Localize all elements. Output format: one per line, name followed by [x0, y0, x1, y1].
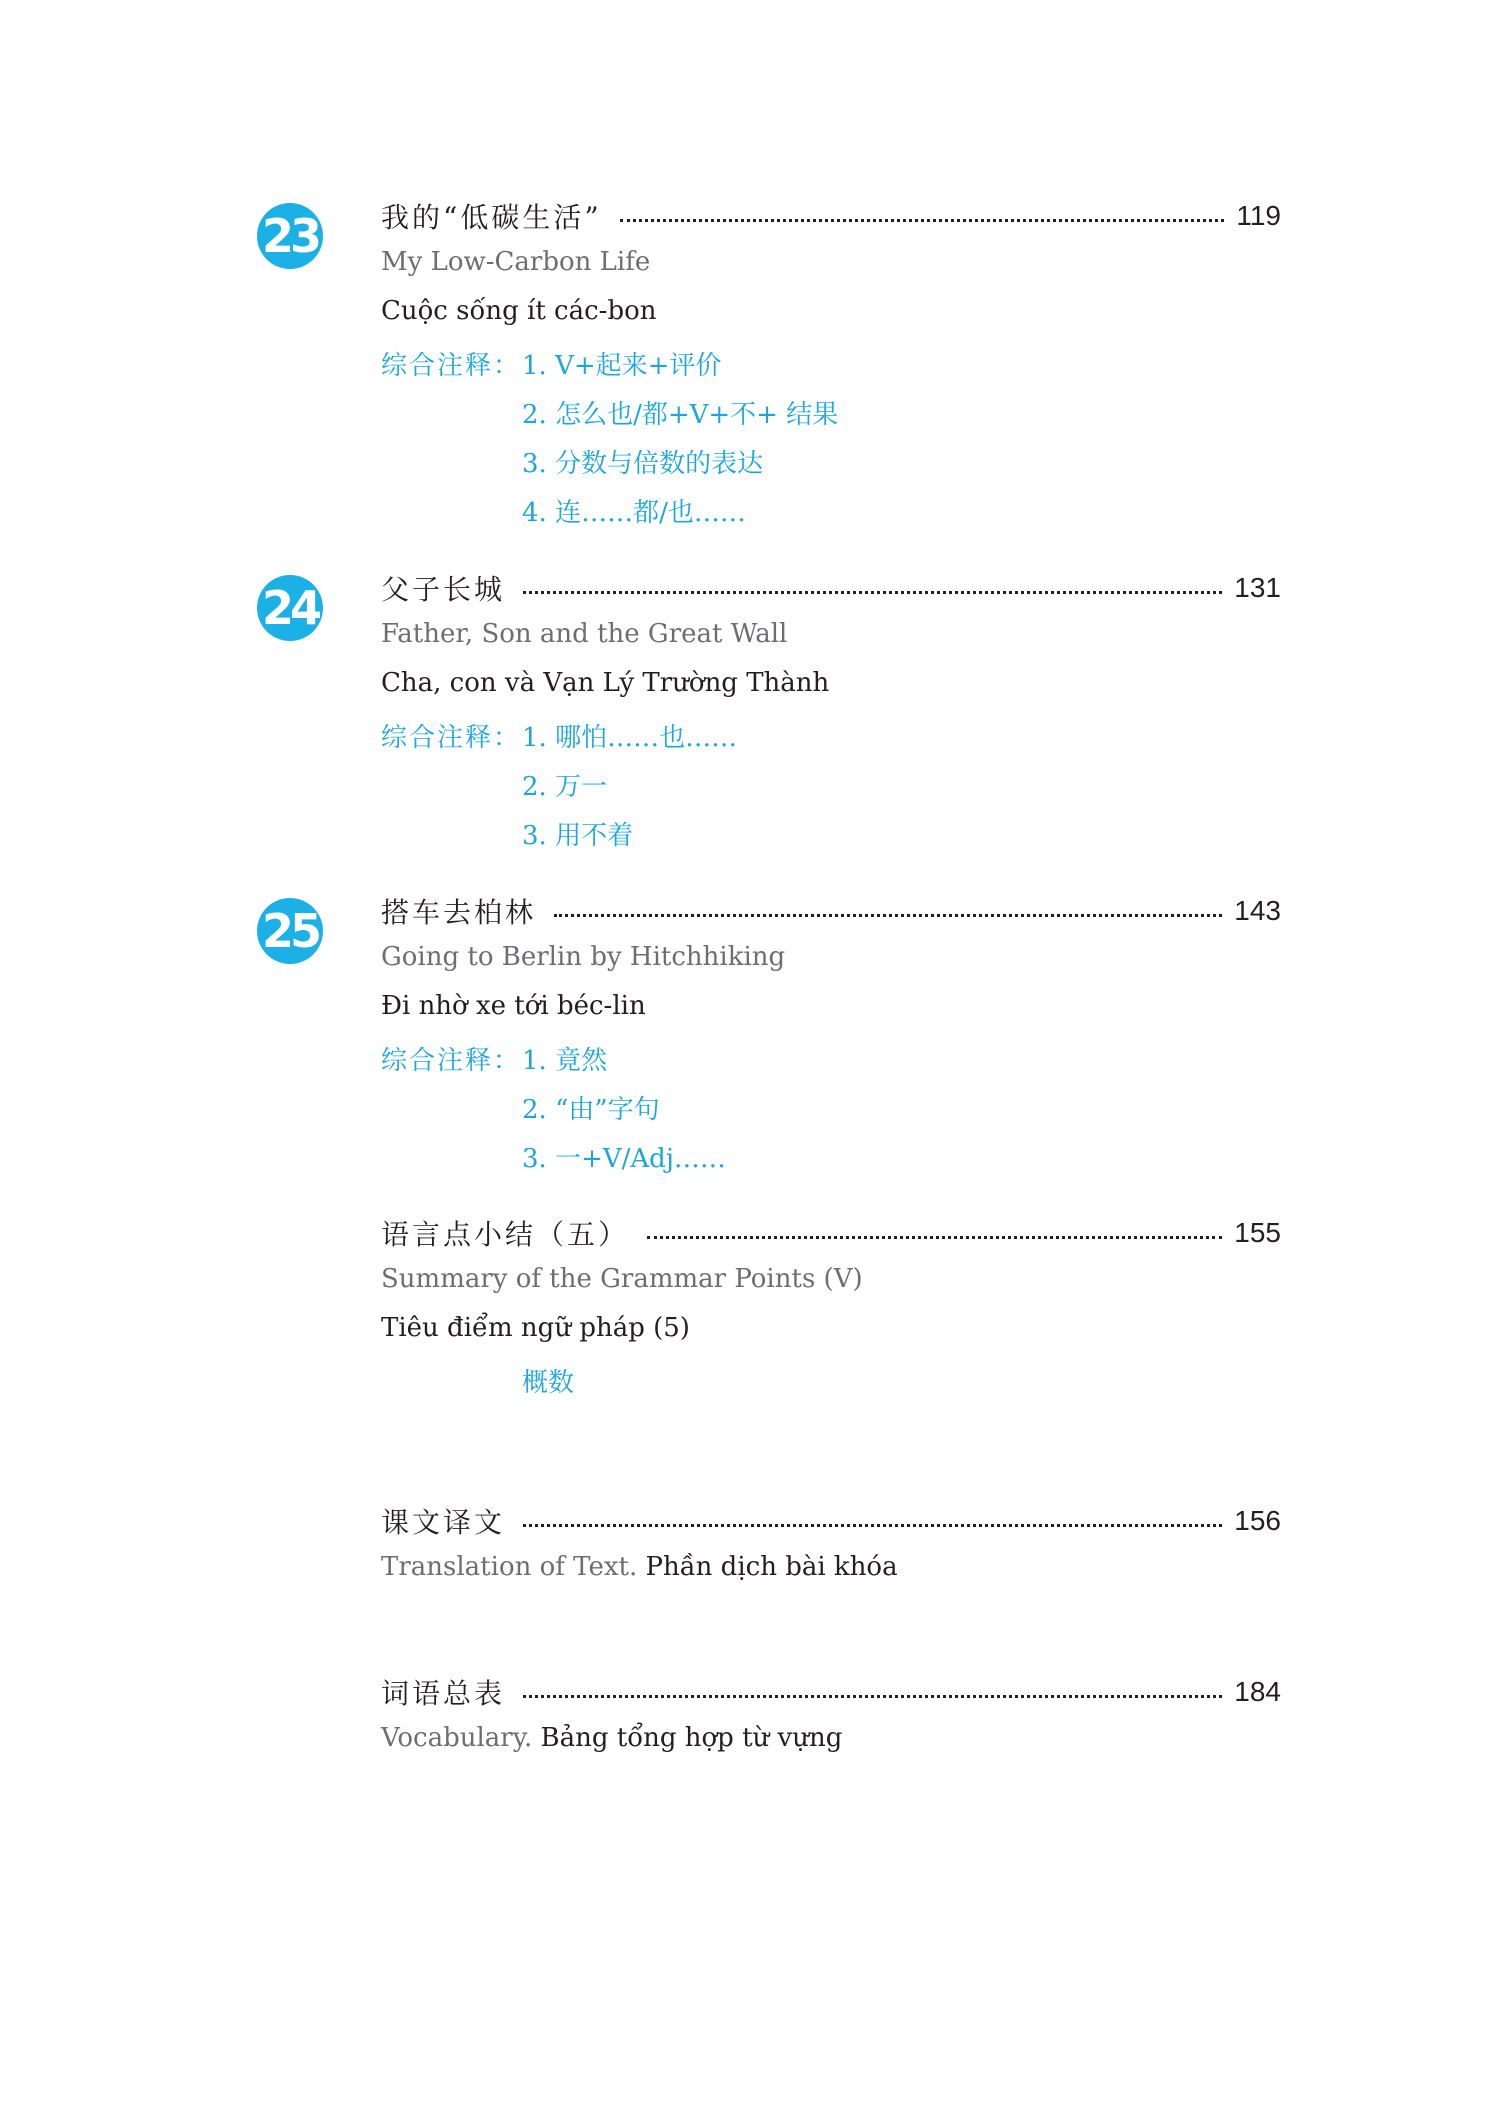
translation-title-line: [381, 1552, 898, 1582]
lesson-title-zh: 我的“低碳生活”: [381, 201, 602, 234]
lesson-number-badge: 24: [257, 575, 323, 641]
leader-dots: [647, 1236, 1222, 1239]
leader-dots: [620, 219, 1225, 222]
translation-title-vi: Phần dịch bài khóa: [645, 1552, 898, 1582]
page-number: 119: [1236, 200, 1281, 231]
leader-dots: [554, 914, 1222, 917]
translation-title-en: Translation of Text.: [381, 1552, 638, 1582]
note-item: 3. 一+V/Adj……: [522, 1144, 726, 1174]
note-item: 1. V+起来+评价: [522, 351, 722, 381]
note-item: 2. “由”字句: [522, 1095, 660, 1125]
lesson-number-badge: 23: [257, 203, 323, 269]
note-item: 2. 怎么也/都+V+不+ 结果: [522, 400, 839, 430]
lesson-title-vi: Cha, con và Vạn Lý Trường Thành: [381, 668, 830, 698]
leader-dots: [523, 591, 1222, 594]
vocabulary-title-vi: Bảng tổng hợp từ vựng: [540, 1723, 843, 1753]
translation-title-zh: 课文译文: [381, 1506, 506, 1539]
notes-label: 综合注释：: [381, 1046, 522, 1076]
vocabulary-title-zh: 词语总表: [381, 1677, 506, 1710]
note-item: 4. 连……都/也……: [522, 498, 746, 528]
leader-dots: [523, 1695, 1222, 1698]
lesson-title-zh: 搭车去柏林: [381, 896, 537, 929]
lesson-title-en: Father, Son and the Great Wall: [381, 619, 788, 649]
note-item: 2. 万一: [522, 772, 608, 802]
lesson-title-zh: 父子长城: [381, 573, 506, 606]
lesson-number-badge: 25: [257, 898, 323, 964]
page-number: 155: [1234, 1217, 1281, 1248]
toc-title-row: [381, 1501, 1281, 1541]
leader-dots: [523, 1524, 1222, 1527]
toc-title-row: [381, 196, 1281, 236]
summary-title-zh: 语言点小结（五）: [381, 1218, 630, 1251]
note-item: 1. 哪怕……也……: [522, 723, 738, 753]
summary-title-vi: Tiêu điểm ngữ pháp (5): [381, 1313, 690, 1343]
page-number: 131: [1234, 572, 1281, 603]
vocabulary-title-line: [381, 1723, 842, 1753]
page-number: 156: [1234, 1505, 1281, 1536]
lesson-title-en: Going to Berlin by Hitchhiking: [381, 942, 786, 972]
page-number: 184: [1234, 1676, 1281, 1707]
page-number: 143: [1234, 895, 1281, 926]
toc-title-row: [381, 891, 1281, 931]
note-item: 概数: [522, 1368, 575, 1398]
notes-label: 综合注释：: [381, 351, 522, 381]
note-item: 1. 竟然: [522, 1046, 608, 1076]
lesson-title-en: My Low-Carbon Life: [381, 247, 651, 277]
notes-label: 综合注释：: [381, 723, 522, 753]
vocabulary-title-en: Vocabulary.: [381, 1723, 533, 1753]
toc-title-row: [381, 568, 1281, 608]
note-item: 3. 分数与倍数的表达: [522, 449, 764, 479]
lesson-title-vi: Đi nhờ xe tới béc-lin: [381, 991, 646, 1021]
toc-title-row: [381, 1672, 1281, 1712]
note-item: 3. 用不着: [522, 821, 634, 851]
summary-title-en: Summary of the Grammar Points (Ⅴ): [381, 1264, 863, 1294]
toc-title-row: [381, 1213, 1281, 1253]
lesson-title-vi: Cuộc sống ít các-bon: [381, 296, 657, 326]
